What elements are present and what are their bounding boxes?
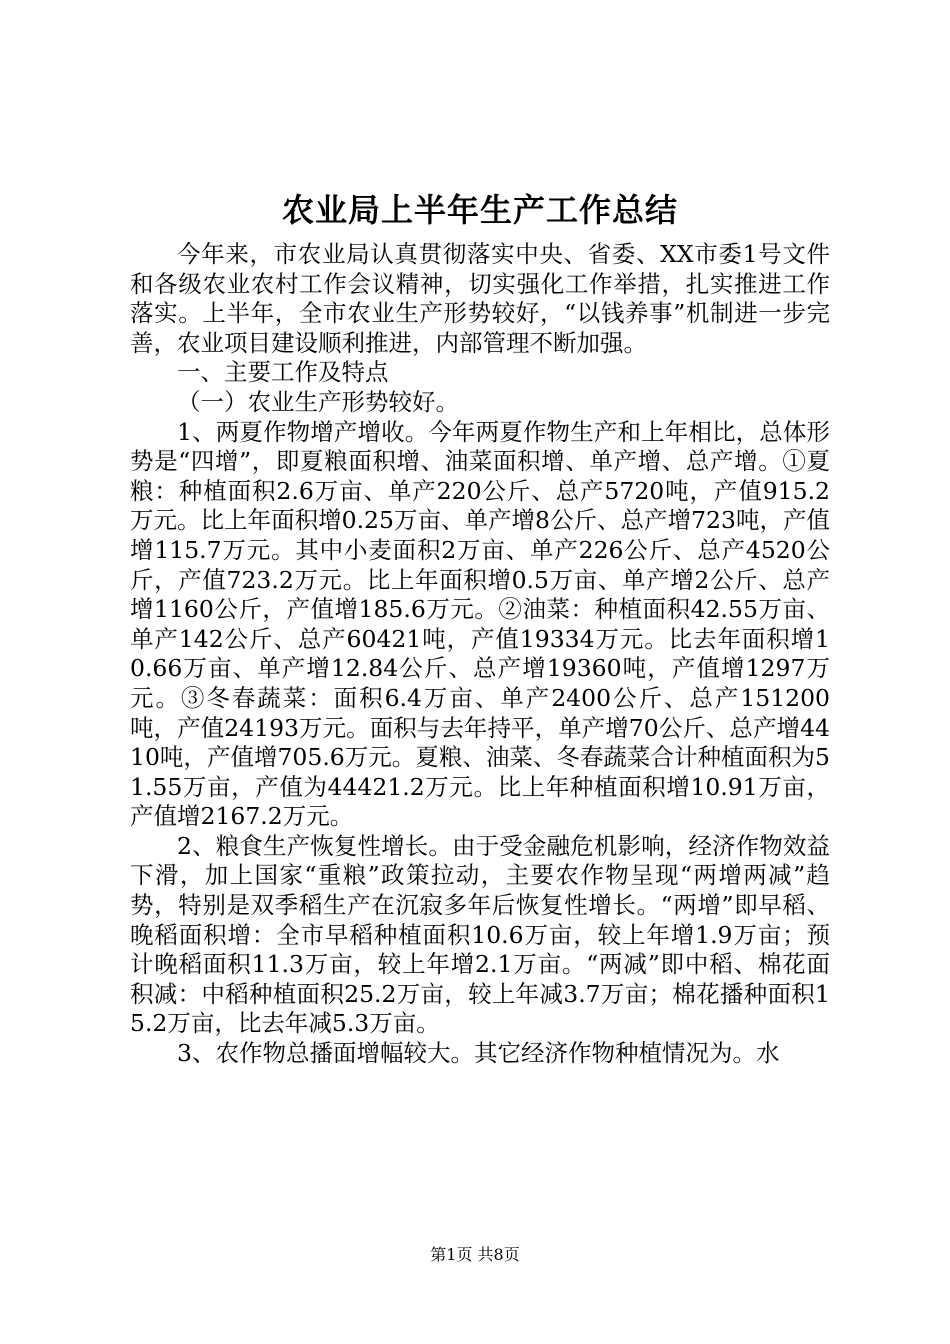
document-title: 农业局上半年生产工作总结 [281,191,678,229]
paragraph-summer-crops: 1、两夏作物增产增收。今年两夏作物生产和上年相比，总体形势是“四增”，即夏粮面积增、油菜面积增、单产增、总产增。①夏粮：种植面积2.6万亩、单产220公斤、总产5720吨，产值915.2万元。比上年面积增0.25万亩、单产增8公斤、总产增723吨，产值增115.7万元。其中小麦面积2万亩、单产226公斤、总产4520公斤，产值723.2万元。比上年面积增0.5万亩、单产增2公斤、总产增1160公斤，产值增185.6万元。②油菜：种植面积42.55万亩、单产142公斤、总产60421吨，产值19334万元。比去年面积增10.66万亩、单产增12.84公斤、总产增19360吨，产值增1297万元。③冬春蔬菜：面积6.4万亩、单产2400公斤、总产151200吨，产值24193万元。面积与去年持平，单产增70公斤、总产增4410吨，产值增705.6万元。夏粮、油菜、冬春蔬菜合计种植面积为51.55万亩，产值为44421.2万元。比上年种植面积增10.91万亩，产值增2167.2万元。 [130,417,830,831]
page-footer: 第1页 共8页 [430,1245,520,1264]
section-heading-main-work: 一、主要工作及特点 [177,358,389,387]
paragraph-sowing-area: 3、农作物总播面增幅较大。其它经济作物种植情况为。水 [177,1039,780,1068]
paragraph-grain-production: 2、粮食生产恢复性增长。由于受金融危机影响，经济作物效益下滑，加上国家“重粮”政策拉动，主要农作物呈现“两增两减”趋势，特别是双季稻生产在沉寂多年后恢复性增长。“两增”即早稻、晚稻面积增：全市早稻种植面积10.6万亩，较上年增1.9万亩；预计晚稻面积11.3万亩，较上年增2.1万亩。“两减”即中稻、棉花面积减：中稻种植面积25.2万亩，较上年减3.7万亩；棉花播种面积15.2万亩，比去年减5.3万亩。 [130,831,830,1038]
paragraph-intro: 今年来，市农业局认真贯彻落实中央、省委、XX市委1号文件和各级农业农村工作会议精神，切实强化工作举措，扎实推进工作落实。上半年，全市农业生产形势较好，“以钱养事”机制进一步完善，农业项目建设顺利推进，内部管理不断加强。 [130,240,830,357]
document-page [130,180,830,1069]
subsection-heading-production: （一）农业生产形势较好。 [177,387,459,416]
